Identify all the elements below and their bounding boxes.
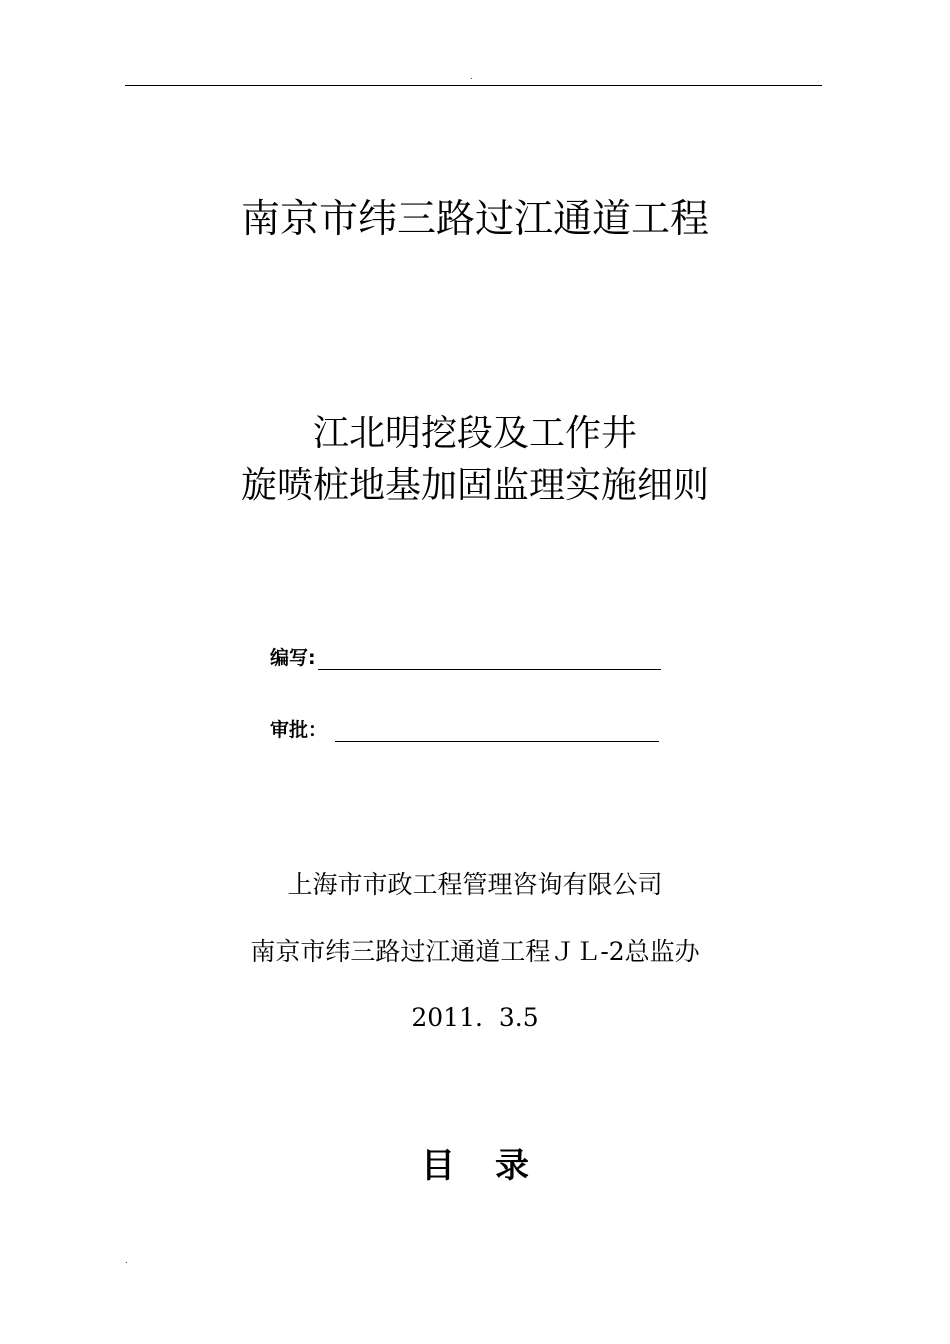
organization-name: 上海市市政工程管理咨询有限公司 [287, 870, 663, 899]
document-title-line-2: 旋喷桩地基加固监理实施细则 [240, 465, 709, 506]
toc-heading [0, 1144, 950, 1188]
header-rule [125, 85, 822, 86]
approver-row [270, 718, 659, 742]
approver-label: 审批： [270, 719, 328, 741]
author-signature-line [318, 649, 661, 670]
approver-signature-line [335, 721, 659, 742]
toc-heading-char-2: 录 [495, 1146, 529, 1186]
document-title-line-1: 江北明挖段及工作井 [312, 413, 637, 454]
author-label: 编写: [270, 647, 316, 669]
toc-heading-char-1: 目 [421, 1146, 455, 1186]
project-title: 南京市纬三路过江通道工程 [240, 197, 709, 242]
document-date: 2011. 3.5 [411, 1003, 539, 1032]
office-name: 南京市纬三路过江通道工程ＪＬ-2总监办 [250, 937, 700, 966]
author-row [270, 646, 661, 670]
header-mark: . [470, 72, 473, 81]
footer-mark: . [125, 1256, 128, 1265]
